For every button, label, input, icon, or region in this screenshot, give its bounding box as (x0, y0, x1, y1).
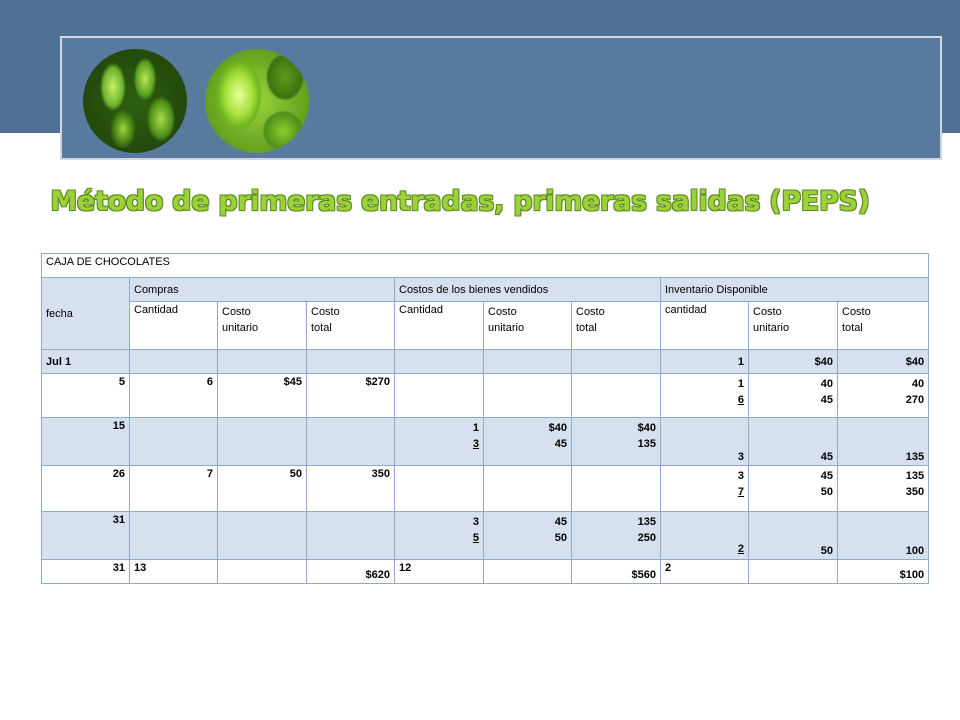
cell-inv-cantidad: 3 7 (661, 466, 749, 512)
cell-inv-cantidad: 1 (661, 350, 749, 374)
header-inventario: Inventario Disponible (661, 278, 929, 302)
leaf-image-left (83, 49, 187, 153)
cell-comp-cantidad: 7 (130, 466, 218, 512)
cell-inv-total: 100 (838, 512, 929, 560)
subheader-cantidad: Cantidad (395, 302, 484, 350)
cell-cv-cantidad: 3 5 (395, 512, 484, 560)
cell-inv-total: 135 350 (838, 466, 929, 512)
cell-comp-total: $270 (307, 374, 395, 418)
subheader-costo-total: Costo total (572, 302, 661, 350)
cell-cv-total: 135 250 (572, 512, 661, 560)
cell-inv-total: 135 (838, 418, 929, 466)
cell-comp-cantidad: 6 (130, 374, 218, 418)
subheader-costo-unitario: Costo unitario (484, 302, 572, 350)
table-row-totals (42, 560, 929, 584)
subheader-cantidad: cantidad (661, 302, 749, 350)
table-row (42, 418, 929, 466)
subheader-costo-total: Costo total (838, 302, 929, 350)
cell-inv-unitario: 45 (749, 418, 838, 466)
cell-inv-total: $100 (838, 560, 929, 584)
peps-table (41, 253, 929, 584)
table-row (42, 374, 929, 418)
header-panel (60, 36, 942, 160)
table-row (42, 512, 929, 560)
cell-fecha: 15 (42, 418, 130, 466)
leaf-image-right (205, 49, 309, 153)
cell-comp-total: 350 (307, 466, 395, 512)
cell-cv-total: $40 135 (572, 418, 661, 466)
cell-cv-unitario: 45 50 (484, 512, 572, 560)
table-caption: CAJA DE CHOCOLATES (42, 254, 929, 278)
cell-comp-total: $620 (307, 560, 395, 584)
cell-comp-unitario: $45 (218, 374, 307, 418)
cell-cv-total: $560 (572, 560, 661, 584)
subheader-costo-unitario: Costo unitario (218, 302, 307, 350)
header-compras: Compras (130, 278, 395, 302)
header-costos-vendidos: Costos de los bienes vendidos (395, 278, 661, 302)
cell-inv-cantidad: 3 (661, 418, 749, 466)
subheader-costo-total: Costo total (307, 302, 395, 350)
cell-inv-unitario: 45 50 (749, 466, 838, 512)
cell-comp-cantidad: 13 (130, 560, 218, 584)
cell-inv-total: $40 (838, 350, 929, 374)
cell-inv-cantidad: 2 (661, 560, 749, 584)
cell-inv-unitario: 50 (749, 512, 838, 560)
subheader-cantidad: Cantidad (130, 302, 218, 350)
cell-inv-cantidad: 1 6 (661, 374, 749, 418)
header-fecha: fecha (42, 278, 130, 350)
cell-fecha: 31 (42, 512, 130, 560)
slide-title: Método de primeras entradas, primeras salidas (PEPS) (50, 186, 870, 217)
cell-cv-cantidad: 12 (395, 560, 484, 584)
cell-inv-total: 40 270 (838, 374, 929, 418)
table-row (42, 350, 929, 374)
cell-fecha: 31 (42, 560, 130, 584)
subheader-costo-unitario: Costo unitario (749, 302, 838, 350)
cell-cv-cantidad: 1 3 (395, 418, 484, 466)
cell-cv-unitario: $40 45 (484, 418, 572, 466)
cell-inv-cantidad: 2 (661, 512, 749, 560)
cell-fecha: Jul 1 (42, 350, 130, 374)
table-row (42, 466, 929, 512)
cell-comp-unitario: 50 (218, 466, 307, 512)
cell-fecha: 5 (42, 374, 130, 418)
cell-inv-unitario: 40 45 (749, 374, 838, 418)
cell-fecha: 26 (42, 466, 130, 512)
cell-inv-unitario: $40 (749, 350, 838, 374)
